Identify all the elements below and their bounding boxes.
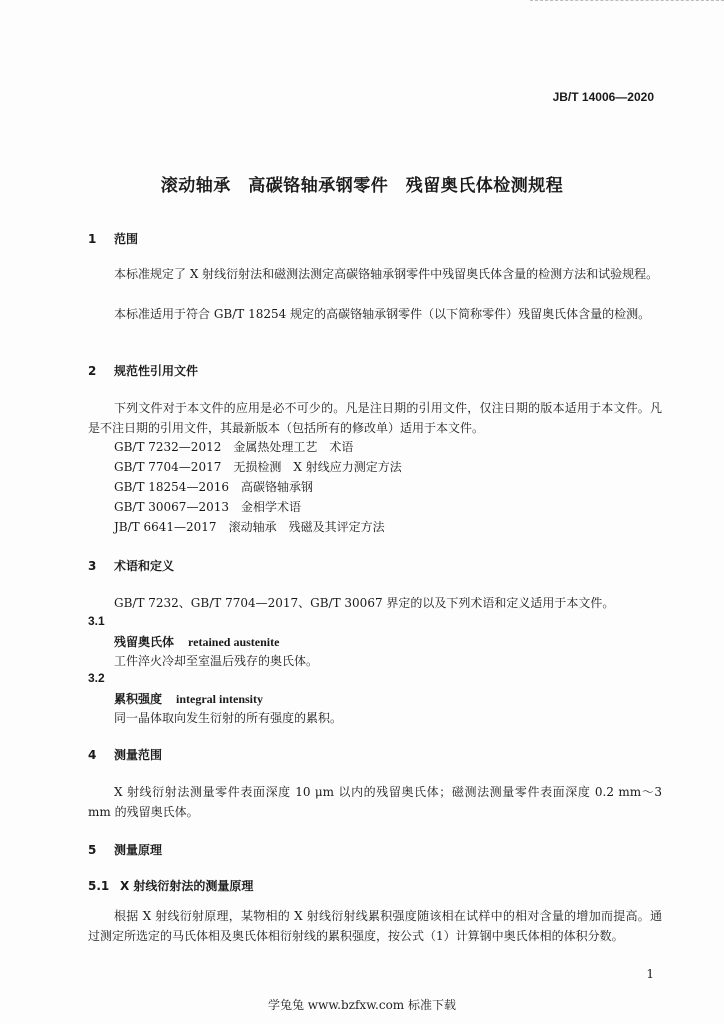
- term-3-2-number: 3.2: [88, 671, 105, 685]
- section-2-paragraph-1: 下列文件对于本文件的应用是必不可少的。凡是注日期的引用文件，仅注日期的版本适用于本文件。凡是不注日期的引用文件，其最新版本（包括所有的修改单）适用于本文件。: [88, 401, 662, 435]
- section-1-paragraph-1: 本标准规定了 X 射线衍射法和磁测法测定高碳铬轴承钢零件中残留奥氏体含量的检测方法和试验规程。: [114, 267, 659, 281]
- term-3-1-definition: 工件淬火冷却至室温后残存的奥氏体。: [114, 654, 319, 668]
- section-5-paragraph-1: 根据 X 射线衍射原理，某物相的 X 射线衍射线累积强度随该相在试样中的相对含量的增加而提高。通过测定所选定的马氏体相及奥氏体相衍射线的累积强度，按公式（1）计算钢中奥氏体相的体积分数。: [88, 909, 662, 943]
- section-number: 3: [88, 559, 97, 573]
- reference-item: JB/T 6641—2017 滚动轴承 残磁及其评定方法: [114, 520, 385, 534]
- footer-watermark: 学兔兔 www.bzfxw.com 标准下载: [267, 998, 457, 1012]
- section-4-paragraph-1: X 射线衍射法测量零件表面深度 10 μm 以内的残留奥氏体；磁测法测量零件表面深度 0.2 mm～3 mm 的残留奥氏体。: [88, 785, 662, 819]
- term-chinese: 累积强度: [114, 692, 163, 706]
- reference-item: GB/T 18254—2016 高碳铬轴承钢: [114, 480, 313, 494]
- term-3-2-definition: 同一晶体取向发生衍射的所有强度的累积。: [114, 711, 343, 725]
- term-3-1-number: 3.1: [88, 614, 105, 628]
- reference-item: GB/T 30067—2013 金相学术语: [114, 500, 301, 514]
- document-title: 滚动轴承 高碳铬轴承钢零件 残留奥氏体检测规程: [160, 176, 564, 196]
- section-title: 测量原理: [114, 843, 163, 857]
- term-chinese: 残留奥氏体: [114, 635, 175, 649]
- section-title: 测量范围: [114, 748, 163, 762]
- subsection-title: X 射线衍射法的测量原理: [120, 879, 254, 893]
- page-number: 1: [646, 967, 654, 981]
- term-3-1: [114, 633, 279, 650]
- section-number: 2: [88, 364, 97, 378]
- section-1-paragraph-2: 本标准适用于符合 GB/T 18254 规定的高碳铬轴承钢零件（以下简称零件）残留奥氏体含量的检测。: [114, 307, 651, 321]
- section-1-heading: [88, 230, 138, 247]
- section-5-heading: [88, 841, 162, 858]
- subsection-5-1-heading: [88, 877, 253, 894]
- section-number: 1: [88, 232, 97, 246]
- section-4-heading: [88, 746, 162, 763]
- reference-item: GB/T 7232—2012 金属热处理工艺 术语: [114, 440, 354, 454]
- scan-edge: [530, 0, 724, 5]
- term-english: retained austenite: [188, 635, 280, 649]
- term-3-2: [114, 690, 263, 707]
- section-3-heading: [88, 557, 174, 574]
- section-2-heading: [88, 362, 198, 379]
- section-title: 术语和定义: [114, 559, 175, 573]
- reference-item: GB/T 7704—2017 无损检测 X 射线应力测定方法: [114, 460, 402, 474]
- section-number: 5: [88, 843, 97, 857]
- section-title: 规范性引用文件: [114, 364, 199, 378]
- standard-code: JB/T 14006—2020: [552, 90, 654, 104]
- section-number: 4: [88, 748, 97, 762]
- section-3-paragraph-1: GB/T 7232、GB/T 7704—2017、GB/T 30067 界定的以及下列术语和定义适用于本文件。: [114, 596, 615, 610]
- term-english: integral intensity: [176, 692, 264, 706]
- section-title: 范围: [114, 232, 139, 246]
- subsection-number: 5.1: [88, 879, 110, 893]
